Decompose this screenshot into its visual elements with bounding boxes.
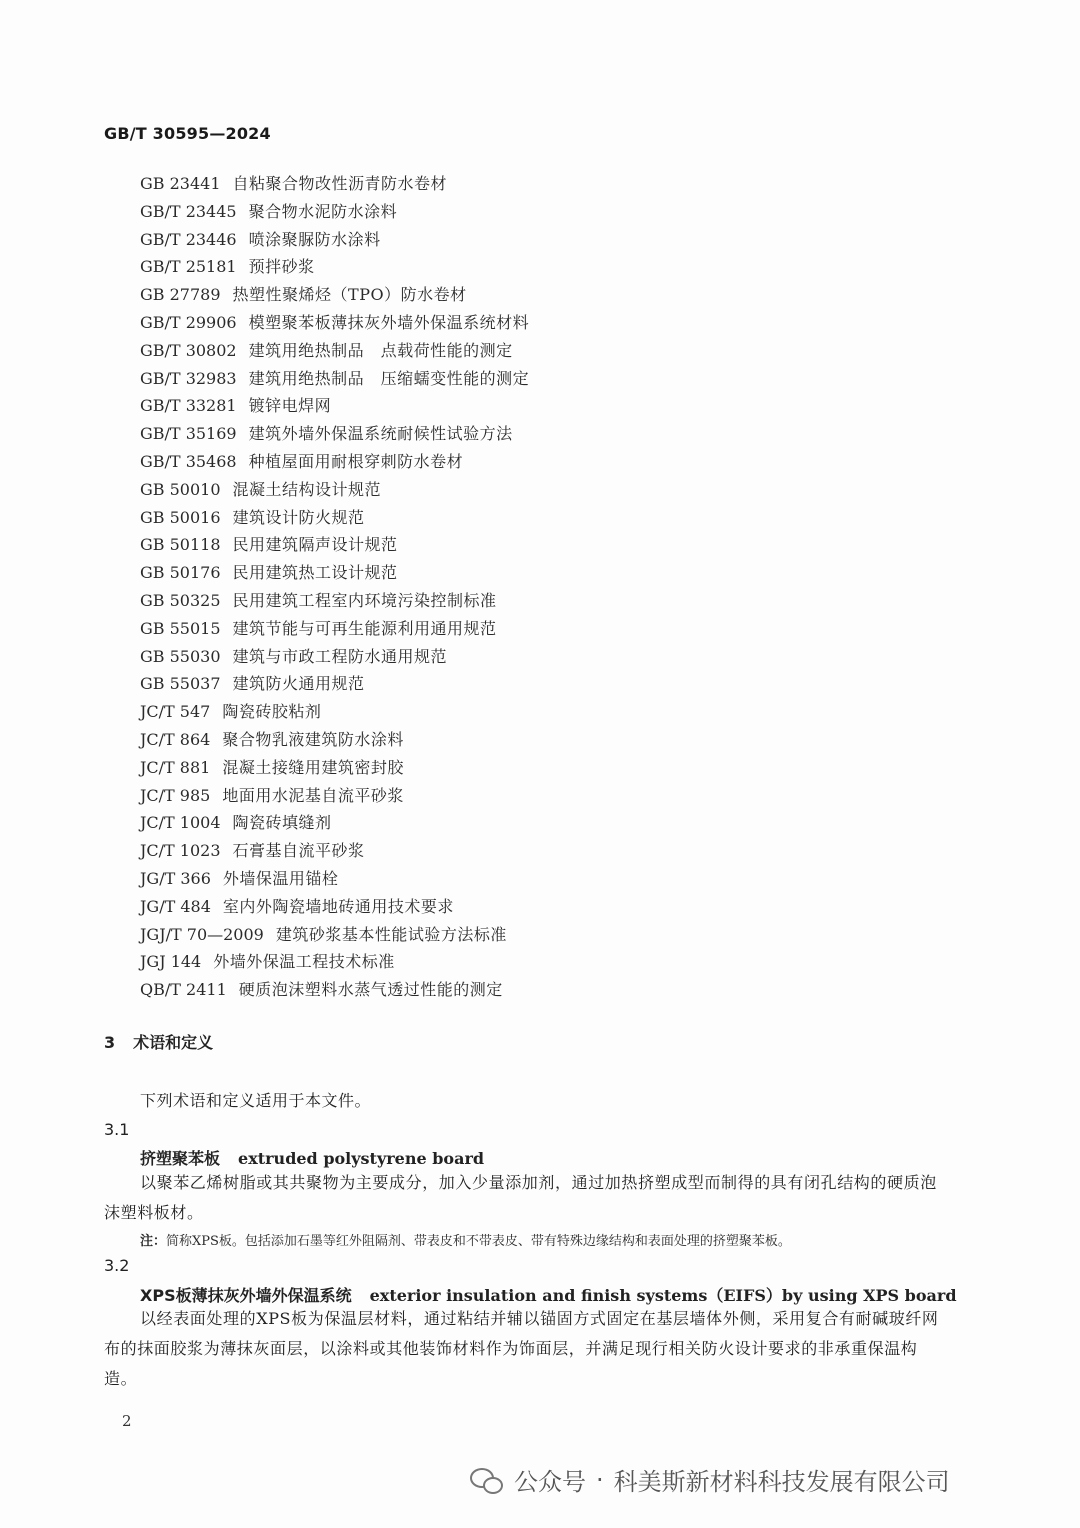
reference-code: GB/T 30802 [140,340,237,360]
reference-title: 建筑用绝热制品 点载荷性能的测定 [248,340,513,360]
reference-item [140,670,529,698]
reference-item [140,476,529,504]
note-text: 简称XPS板。包括添加石墨等红外阻隔剂、带表皮和不带表皮、带有特殊边缘结构和表面处理的挤塑聚苯板。 [166,1234,791,1249]
term-en: extruded polystyrene board [238,1149,485,1168]
footer-account: 科美斯新材料科技发展有限公司 [613,1468,950,1496]
reference-code: JC/T 985 [140,785,211,805]
term-number: 3.1 [104,1120,130,1139]
reference-title: 聚合物乳液建筑防水涂料 [222,729,404,749]
reference-item [140,170,529,198]
reference-item [140,392,529,420]
reference-item [140,615,529,643]
term-cn: XPS板薄抹灰外墙外保温系统 [140,1286,352,1305]
reference-code: JC/T 881 [140,757,211,777]
page-number: 2 [122,1412,132,1430]
reference-title: 种植屋面用耐根穿刺防水卷材 [248,451,464,471]
reference-code: GB/T 29906 [140,312,237,332]
reference-code: JC/T 547 [140,702,211,722]
reference-title: 模塑聚苯板薄抹灰外墙外保温系统材料 [248,312,530,332]
section-3-heading [104,1030,213,1053]
note-label: 注： [140,1234,167,1249]
reference-title: 喷涂聚脲防水涂料 [248,229,381,249]
reference-title: 预拌砂浆 [248,257,315,277]
reference-code: GB 27789 [140,285,221,305]
reference-title: 外墙保温用锚栓 [222,868,339,888]
section-intro: 下列术语和定义适用于本文件。 [140,1091,372,1110]
reference-code: GB 50176 [140,563,221,583]
reference-item [140,587,529,615]
term-number: 3.2 [104,1256,130,1275]
reference-code: QB/T 2411 [140,980,227,1000]
reference-item [140,921,529,949]
wechat-icon [470,1466,504,1494]
reference-title: 聚合物水泥防水涂料 [248,201,398,221]
reference-item [140,698,529,726]
term-heading [140,1283,957,1306]
reference-item [140,726,529,754]
reference-item [140,865,529,893]
reference-item [140,531,529,559]
reference-code: GB 55030 [140,646,221,666]
reference-title: 自粘聚合物改性沥青防水卷材 [232,174,448,193]
reference-code: GB/T 33281 [140,396,237,416]
term-en: exterior insulation and finish systems（EIFS）by using XPS board [369,1286,957,1305]
reference-code: GB 55015 [140,618,221,638]
reference-item [140,309,529,337]
reference-title: 建筑防火通用规范 [232,674,365,694]
reference-title: 建筑节能与可再生能源利用通用规范 [232,618,497,638]
reference-code: GB/T 32983 [140,368,237,388]
reference-item [140,893,529,921]
reference-item [140,337,529,365]
normative-references-list [140,170,529,1004]
reference-code: JG/T 484 [140,896,211,916]
reference-item [140,948,529,976]
reference-code: GB 50325 [140,590,221,610]
reference-title: 建筑砂浆基本性能试验方法标准 [275,924,507,944]
reference-item [140,198,529,226]
term-heading [140,1146,484,1169]
reference-title: 陶瓷砖胶粘剂 [222,702,322,722]
reference-item [140,559,529,587]
reference-title: 陶瓷砖填缝剂 [232,813,332,833]
reference-item [140,976,529,1004]
reference-code: GB/T 35468 [140,451,237,471]
reference-title: 民用建筑工程室内环境污染控制标准 [232,590,497,610]
reference-item [140,226,529,254]
reference-title: 建筑与市政工程防水通用规范 [232,646,448,666]
reference-code: JC/T 1004 [140,813,221,833]
reference-title: 建筑外墙外保温系统耐候性试验方法 [248,424,513,444]
reference-item [140,365,529,393]
section-title: 术语和定义 [133,1033,214,1052]
reference-title: 混凝土接缝用建筑密封胶 [222,757,404,777]
reference-title: 石膏基自流平砂浆 [232,841,365,861]
reference-code: GB 50118 [140,535,221,555]
reference-item [140,643,529,671]
reference-code: JC/T 1023 [140,841,221,861]
reference-title: 热塑性聚烯烃（TPO）防水卷材 [232,285,467,305]
reference-item [140,504,529,532]
reference-item [140,420,529,448]
footer-prefix: 公众号 [514,1468,586,1496]
section-number: 3 [104,1033,116,1052]
reference-code: GB/T 25181 [140,257,237,277]
term-definition: 以聚苯乙烯树脂或其共聚物为主要成分，加入少量添加剂，通过加热挤塑成型而制得的具有闭孔结构的硬质泡沫塑料板材。 [104,1173,937,1222]
reference-code: GB 55037 [140,674,221,694]
reference-code: JC/T 864 [140,729,211,749]
reference-title: 地面用水泥基自流平砂浆 [222,785,404,805]
term-cn: 挤塑聚苯板 [140,1149,221,1168]
reference-title: 混凝土结构设计规范 [232,479,382,499]
reference-code: JGJ 144 [140,952,202,972]
reference-code: GB/T 23446 [140,229,237,249]
term-definition: 以经表面处理的XPS板为保温层材料，通过粘结并辅以锚固方式固定在基层墙体外侧，采用复合有耐碱玻纤网布的抹面胶浆为薄抹灰面层，以涂料或其他装饰材料作为饰面层，并满足现行相关防火设计要求的非承重保温构造。 [104,1309,939,1388]
wechat-footer-watermark [470,1462,950,1497]
reference-item [140,782,529,810]
reference-code: JGJ/T 70—2009 [140,924,264,944]
reference-item [140,809,529,837]
reference-item [140,754,529,782]
reference-title: 民用建筑隔声设计规范 [232,535,398,555]
reference-code: GB/T 23445 [140,201,237,221]
term-note [140,1230,791,1249]
reference-code: GB 23441 [140,174,221,193]
reference-title: 建筑设计防火规范 [232,507,365,527]
reference-code: GB 50016 [140,507,221,527]
standard-number-header: GB/T 30595—2024 [104,124,271,143]
reference-code: GB/T 35169 [140,424,237,444]
reference-title: 建筑用绝热制品 压缩蠕变性能的测定 [248,368,530,388]
reference-code: JG/T 366 [140,868,211,888]
reference-item [140,281,529,309]
reference-title: 民用建筑热工设计规范 [232,563,398,583]
reference-title: 硬质泡沫塑料水蒸气透过性能的测定 [238,980,503,1000]
reference-code: GB 50010 [140,479,221,499]
reference-item [140,837,529,865]
reference-item [140,253,529,281]
reference-title: 室内外陶瓷墙地砖通用技术要求 [222,896,454,916]
reference-item [140,448,529,476]
reference-title: 镀锌电焊网 [248,396,332,416]
reference-title: 外墙外保温工程技术标准 [213,952,395,972]
footer-separator: · [596,1465,604,1494]
